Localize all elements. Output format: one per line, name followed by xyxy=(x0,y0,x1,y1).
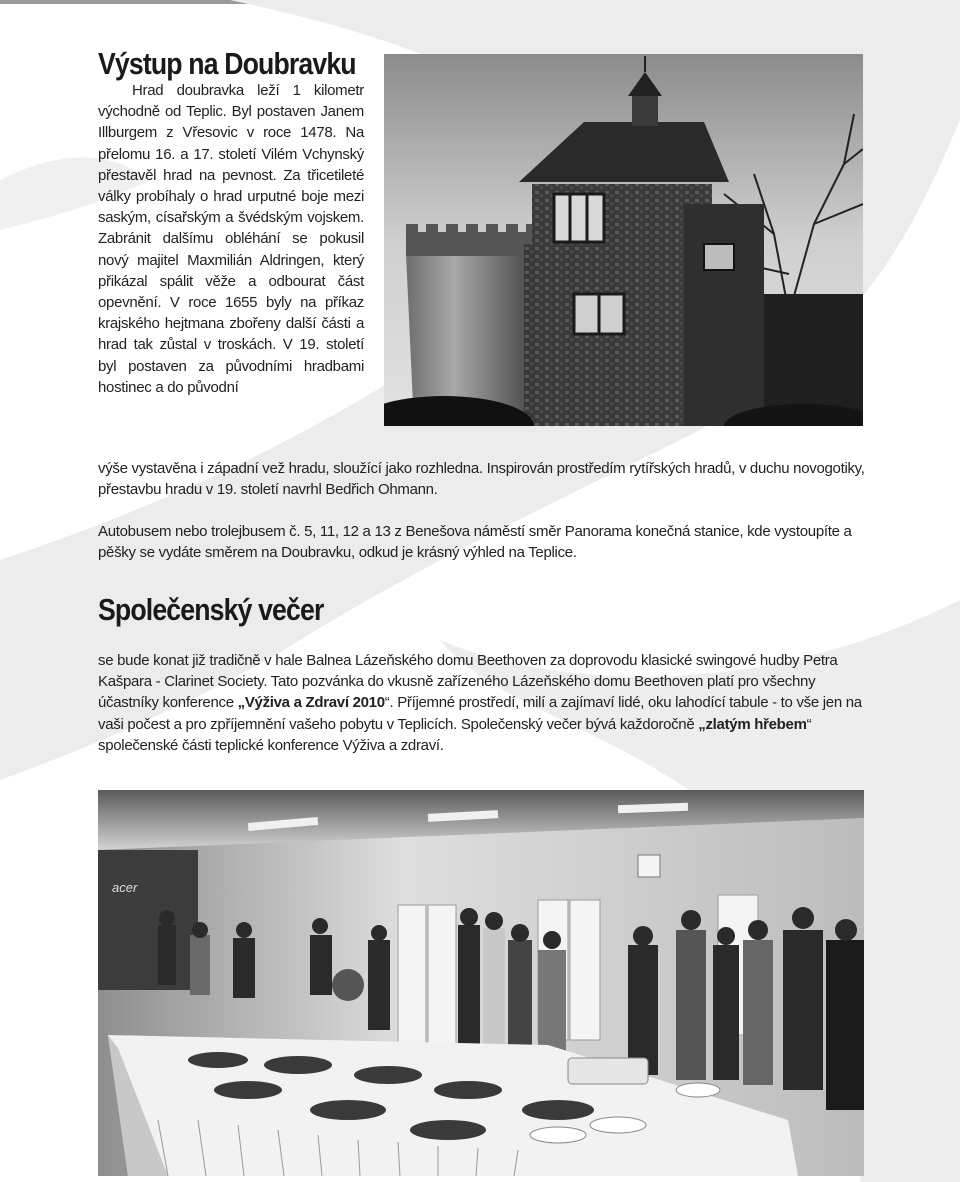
banner-brand-text: acer xyxy=(112,880,138,895)
paragraph-castle-history xyxy=(98,80,364,398)
paragraph-transport: Autobusem nebo trolejbusem č. 5, 11, 12 a 13 z Benešova náměstí směr Panorama konečná stanice, kde vystoupíte a pěšky se vydáte směrem na Doubravku, odkud je krásný výhled na Teplice. xyxy=(98,523,852,562)
social-evening-text-2: “. Příjemné prostředí, milí a zajímaví lidé, oku lahodící tabule - to vše jen na vaši počest a pro zpříjemnění vašeho pobytu v Teplicích. Společenský večer bývá každoročně xyxy=(98,694,862,733)
title-spolecensky-vecer: Společenský večer xyxy=(98,592,324,627)
social-evening-text-3: “ společenské části teplické konference Výživa a zdraví. xyxy=(98,715,812,754)
paragraph-social-evening xyxy=(98,650,866,756)
castle-history-text: Hrad doubravka leží 1 kilometr východně od Teplic. Byl postaven Janem Illburgem z Vřesovic v roce 1478. Na přelomu 16. a 17. století Vilém Vchynský přestavěl hrad na pevnost. Za třicetileté války probíhaly o hrad urputné boje mezi saským, císařským a švédským vojskem. Zabránit dalšímu obléhání se pokusil nový majitel Maxmilián Aldringen, který přikázal spálit věže a odbourat část opevnění. V roce 1655 byly na příkaz krajského hejtmana zbořeny další části a hrad tak zůstal v troskách. V 19. století byl postaven za původními hradbami hostinec a do původní xyxy=(98,82,364,396)
conference-name-bold: „Výživa a Zdraví 2010 xyxy=(237,694,385,712)
banquet-photo xyxy=(98,790,864,1176)
paragraph-castle-rebuild: výše vystavěna i západní vež hradu, sloužící jako rozhledna. Inspirován prostředím rytířských hradů, v duchu novogotiky, přestavbu hradu v 19. století navrhl Bedřich Ohmann. xyxy=(98,460,865,499)
social-evening-text-1: se bude konat již tradičně v hale Balnea Lázeňského domu Beethoven za doprovodu klasické swingové hudby Petra Kašpara - Clarinet Society. Tato pozvánka do vkusně zařízeného Lázeňského domu Beethoven platí pro všechny účastníky konference xyxy=(98,652,838,712)
castle-photo xyxy=(384,54,863,426)
golden-highlight-bold: „zlatým hřebem xyxy=(698,715,807,733)
title-vystup-na-doubravku: Výstup na Doubravku xyxy=(98,46,356,81)
